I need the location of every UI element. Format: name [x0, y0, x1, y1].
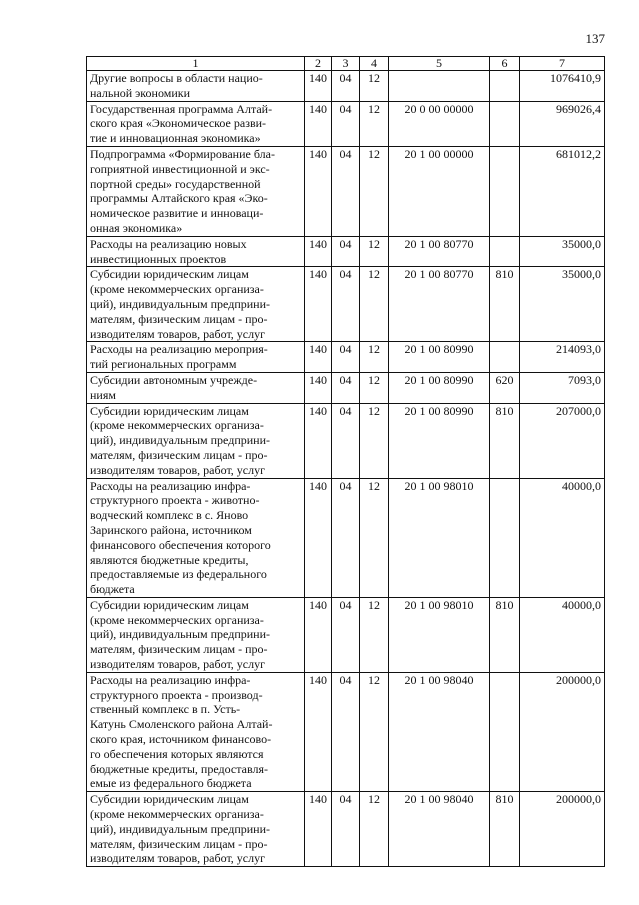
cell-expense-type [490, 236, 520, 267]
cell-section: 04 [332, 342, 360, 373]
table-row [87, 342, 605, 373]
cell-amount: 200000,0 [520, 672, 605, 791]
cell-name [87, 597, 305, 672]
cell-name-line: (кроме некоммерческих организа- [90, 807, 264, 822]
cell-amount: 200000,0 [520, 792, 605, 867]
cell-section: 04 [332, 403, 360, 478]
header-cell-2: 2 [305, 57, 332, 71]
cell-name-line: Субсидии автономным учрежде- [90, 372, 258, 387]
cell-expense-type [490, 146, 520, 236]
cell-name-line: ций), индивидуальным предприни- [90, 821, 271, 836]
cell-target-item: 20 1 00 80770 [389, 236, 490, 267]
cell-name-line: Расходы на реализацию инфра- [90, 672, 251, 687]
cell-name-line: емые из федерального бюджета [90, 776, 252, 791]
cell-target-item: 20 1 00 98040 [389, 672, 490, 791]
cell-amount: 1076410,9 [520, 71, 605, 102]
cell-name-line: мателям, физическим лицам - про- [90, 836, 268, 851]
table-row [87, 372, 605, 403]
cell-name [87, 478, 305, 597]
cell-amount: 969026,4 [520, 101, 605, 146]
table-row [87, 478, 605, 597]
cell-name-line: гоприятной инвестиционной и экс- [90, 161, 270, 176]
header-row [87, 57, 605, 71]
cell-name-line: изводителям товаров, работ, услуг [90, 462, 266, 477]
cell-ministry-code: 140 [305, 71, 332, 102]
table-row [87, 101, 605, 146]
cell-name [87, 342, 305, 373]
cell-ministry-code: 140 [305, 672, 332, 791]
cell-name-line: Расходы на реализацию новых [90, 236, 247, 251]
cell-ministry-code: 140 [305, 597, 332, 672]
cell-name-line: ского края «Экономическое разви- [90, 116, 267, 131]
cell-name-line: онная экономика» [90, 220, 183, 235]
cell-name-line: Подпрограмма «Формирование бла- [90, 146, 275, 161]
cell-target-item: 20 0 00 00000 [389, 101, 490, 146]
cell-name-line: мателям, физическим лицам - про- [90, 447, 268, 462]
cell-name-line: инвестиционных проектов [90, 251, 227, 266]
cell-name-line: ций), индивидуальным предприни- [90, 433, 271, 448]
cell-name-line: ского края, источником финансово- [90, 732, 272, 747]
cell-expense-type: 810 [490, 267, 520, 342]
cell-section: 04 [332, 672, 360, 791]
cell-amount: 35000,0 [520, 236, 605, 267]
cell-name-line: Государственная программа Алтай- [90, 101, 273, 116]
table-row [87, 403, 605, 478]
cell-section: 04 [332, 267, 360, 342]
cell-amount: 40000,0 [520, 597, 605, 672]
cell-expense-type: 810 [490, 403, 520, 478]
header-cell-3: 3 [332, 57, 360, 71]
table-row [87, 267, 605, 342]
cell-name-line: Субсидии юридическим лицам [90, 403, 249, 418]
cell-expense-type [490, 101, 520, 146]
cell-name [87, 403, 305, 478]
cell-subsection: 12 [360, 236, 389, 267]
header-cell-5: 5 [389, 57, 490, 71]
cell-subsection: 12 [360, 672, 389, 791]
cell-subsection: 12 [360, 792, 389, 867]
cell-target-item: 20 1 00 98010 [389, 597, 490, 672]
table-row [87, 146, 605, 236]
cell-name-line: (кроме некоммерческих организа- [90, 418, 264, 433]
header-cell-1: 1 [87, 57, 305, 71]
cell-name-line: (кроме некоммерческих организа- [90, 282, 264, 297]
cell-subsection: 12 [360, 267, 389, 342]
cell-name [87, 792, 305, 867]
cell-name [87, 372, 305, 403]
cell-amount: 681012,2 [520, 146, 605, 236]
cell-subsection: 12 [360, 342, 389, 373]
cell-expense-type [490, 478, 520, 597]
cell-name-line: мателям, физическим лицам - про- [90, 311, 268, 326]
cell-ministry-code: 140 [305, 372, 332, 403]
cell-ministry-code: 140 [305, 403, 332, 478]
cell-name-line: ниям [90, 387, 116, 402]
cell-expense-type: 810 [490, 597, 520, 672]
cell-ministry-code: 140 [305, 146, 332, 236]
cell-name-line: Другие вопросы в области нацио- [90, 71, 263, 85]
cell-name [87, 236, 305, 267]
cell-ministry-code: 140 [305, 101, 332, 146]
cell-subsection: 12 [360, 71, 389, 102]
cell-subsection: 12 [360, 597, 389, 672]
cell-name-line: изводителям товаров, работ, услуг [90, 326, 266, 341]
cell-subsection: 12 [360, 101, 389, 146]
cell-name-line: изводителям товаров, работ, услуг [90, 851, 266, 866]
cell-section: 04 [332, 71, 360, 102]
cell-target-item: 20 1 00 80990 [389, 342, 490, 373]
cell-expense-type [490, 672, 520, 791]
cell-ministry-code: 140 [305, 267, 332, 342]
cell-name-line: являются бюджетные кредиты, [90, 552, 249, 567]
cell-expense-type [490, 342, 520, 373]
cell-name [87, 267, 305, 342]
cell-target-item: 20 1 00 00000 [389, 146, 490, 236]
cell-name-line: программы Алтайского края «Эко- [90, 191, 268, 206]
cell-name-line: (кроме некоммерческих организа- [90, 612, 264, 627]
table-row [87, 71, 605, 102]
cell-section: 04 [332, 478, 360, 597]
cell-ministry-code: 140 [305, 236, 332, 267]
cell-amount: 40000,0 [520, 478, 605, 597]
cell-amount: 7093,0 [520, 372, 605, 403]
cell-name-line: номическое развитие и инноваци- [90, 206, 264, 221]
cell-name-line: структурного проекта - животно- [90, 493, 260, 508]
cell-subsection: 12 [360, 372, 389, 403]
cell-name-line: нальной экономики [90, 85, 190, 100]
cell-name-line: Субсидии юридическим лицам [90, 792, 249, 807]
cell-target-item: 20 1 00 80770 [389, 267, 490, 342]
cell-subsection: 12 [360, 403, 389, 478]
cell-target-item [389, 71, 490, 102]
cell-section: 04 [332, 372, 360, 403]
cell-name-line: мателям, физическим лицам - про- [90, 642, 268, 657]
cell-expense-type [490, 71, 520, 102]
cell-name-line: бюджетные кредиты, предоставля- [90, 761, 268, 776]
table-row [87, 792, 605, 867]
cell-name-line: ций), индивидуальным предприни- [90, 627, 271, 642]
cell-ministry-code: 140 [305, 342, 332, 373]
cell-name-line: тие и инновационная экономика» [90, 131, 261, 146]
cell-name-line: го обеспечения которых являются [90, 746, 264, 761]
table-row [87, 236, 605, 267]
cell-name-line: ций), индивидуальным предприни- [90, 296, 271, 311]
cell-section: 04 [332, 597, 360, 672]
cell-target-item: 20 1 00 80990 [389, 372, 490, 403]
table-body [87, 57, 605, 867]
header-cell-4: 4 [360, 57, 389, 71]
cell-name-line: изводителям товаров, работ, услуг [90, 657, 266, 672]
cell-name-line: Расходы на реализацию инфра- [90, 478, 251, 493]
cell-name [87, 672, 305, 791]
cell-amount: 35000,0 [520, 267, 605, 342]
cell-expense-type: 810 [490, 792, 520, 867]
cell-name-line: структурного проекта - производ- [90, 687, 263, 702]
cell-name-line: бюджета [90, 582, 135, 597]
cell-section: 04 [332, 146, 360, 236]
cell-name-line: предоставляемые из федерального [90, 567, 267, 582]
cell-section: 04 [332, 236, 360, 267]
table-row [87, 597, 605, 672]
cell-name-line: Заринского района, источником [90, 522, 252, 537]
cell-section: 04 [332, 792, 360, 867]
cell-name-line: ственный комплекс в п. Усть- [90, 702, 241, 717]
header-cell-7: 7 [520, 57, 605, 71]
cell-target-item: 20 1 00 98040 [389, 792, 490, 867]
table-row [87, 672, 605, 791]
cell-name [87, 146, 305, 236]
cell-name-line: финансового обеспечения которого [90, 537, 271, 552]
page-number: 137 [585, 31, 605, 46]
cell-name-line: Субсидии юридическим лицам [90, 597, 249, 612]
cell-ministry-code: 140 [305, 792, 332, 867]
cell-section: 04 [332, 101, 360, 146]
header-cell-6: 6 [490, 57, 520, 71]
cell-name-line: портной среды» государственной [90, 176, 261, 191]
cell-name-line: тий региональных программ [90, 357, 237, 372]
cell-subsection: 12 [360, 478, 389, 597]
cell-name-line: Субсидии юридическим лицам [90, 267, 249, 282]
cell-name [87, 71, 305, 102]
cell-amount: 214093,0 [520, 342, 605, 373]
cell-name [87, 101, 305, 146]
cell-amount: 207000,0 [520, 403, 605, 478]
cell-target-item: 20 1 00 98010 [389, 478, 490, 597]
budget-table [86, 56, 605, 867]
cell-subsection: 12 [360, 146, 389, 236]
cell-name-line: водческий комплекс в с. Яново [90, 508, 249, 523]
cell-name-line: Расходы на реализацию мероприя- [90, 342, 268, 357]
cell-ministry-code: 140 [305, 478, 332, 597]
cell-expense-type: 620 [490, 372, 520, 403]
cell-name-line: Катунь Смоленского района Алтай- [90, 717, 273, 732]
cell-target-item: 20 1 00 80990 [389, 403, 490, 478]
